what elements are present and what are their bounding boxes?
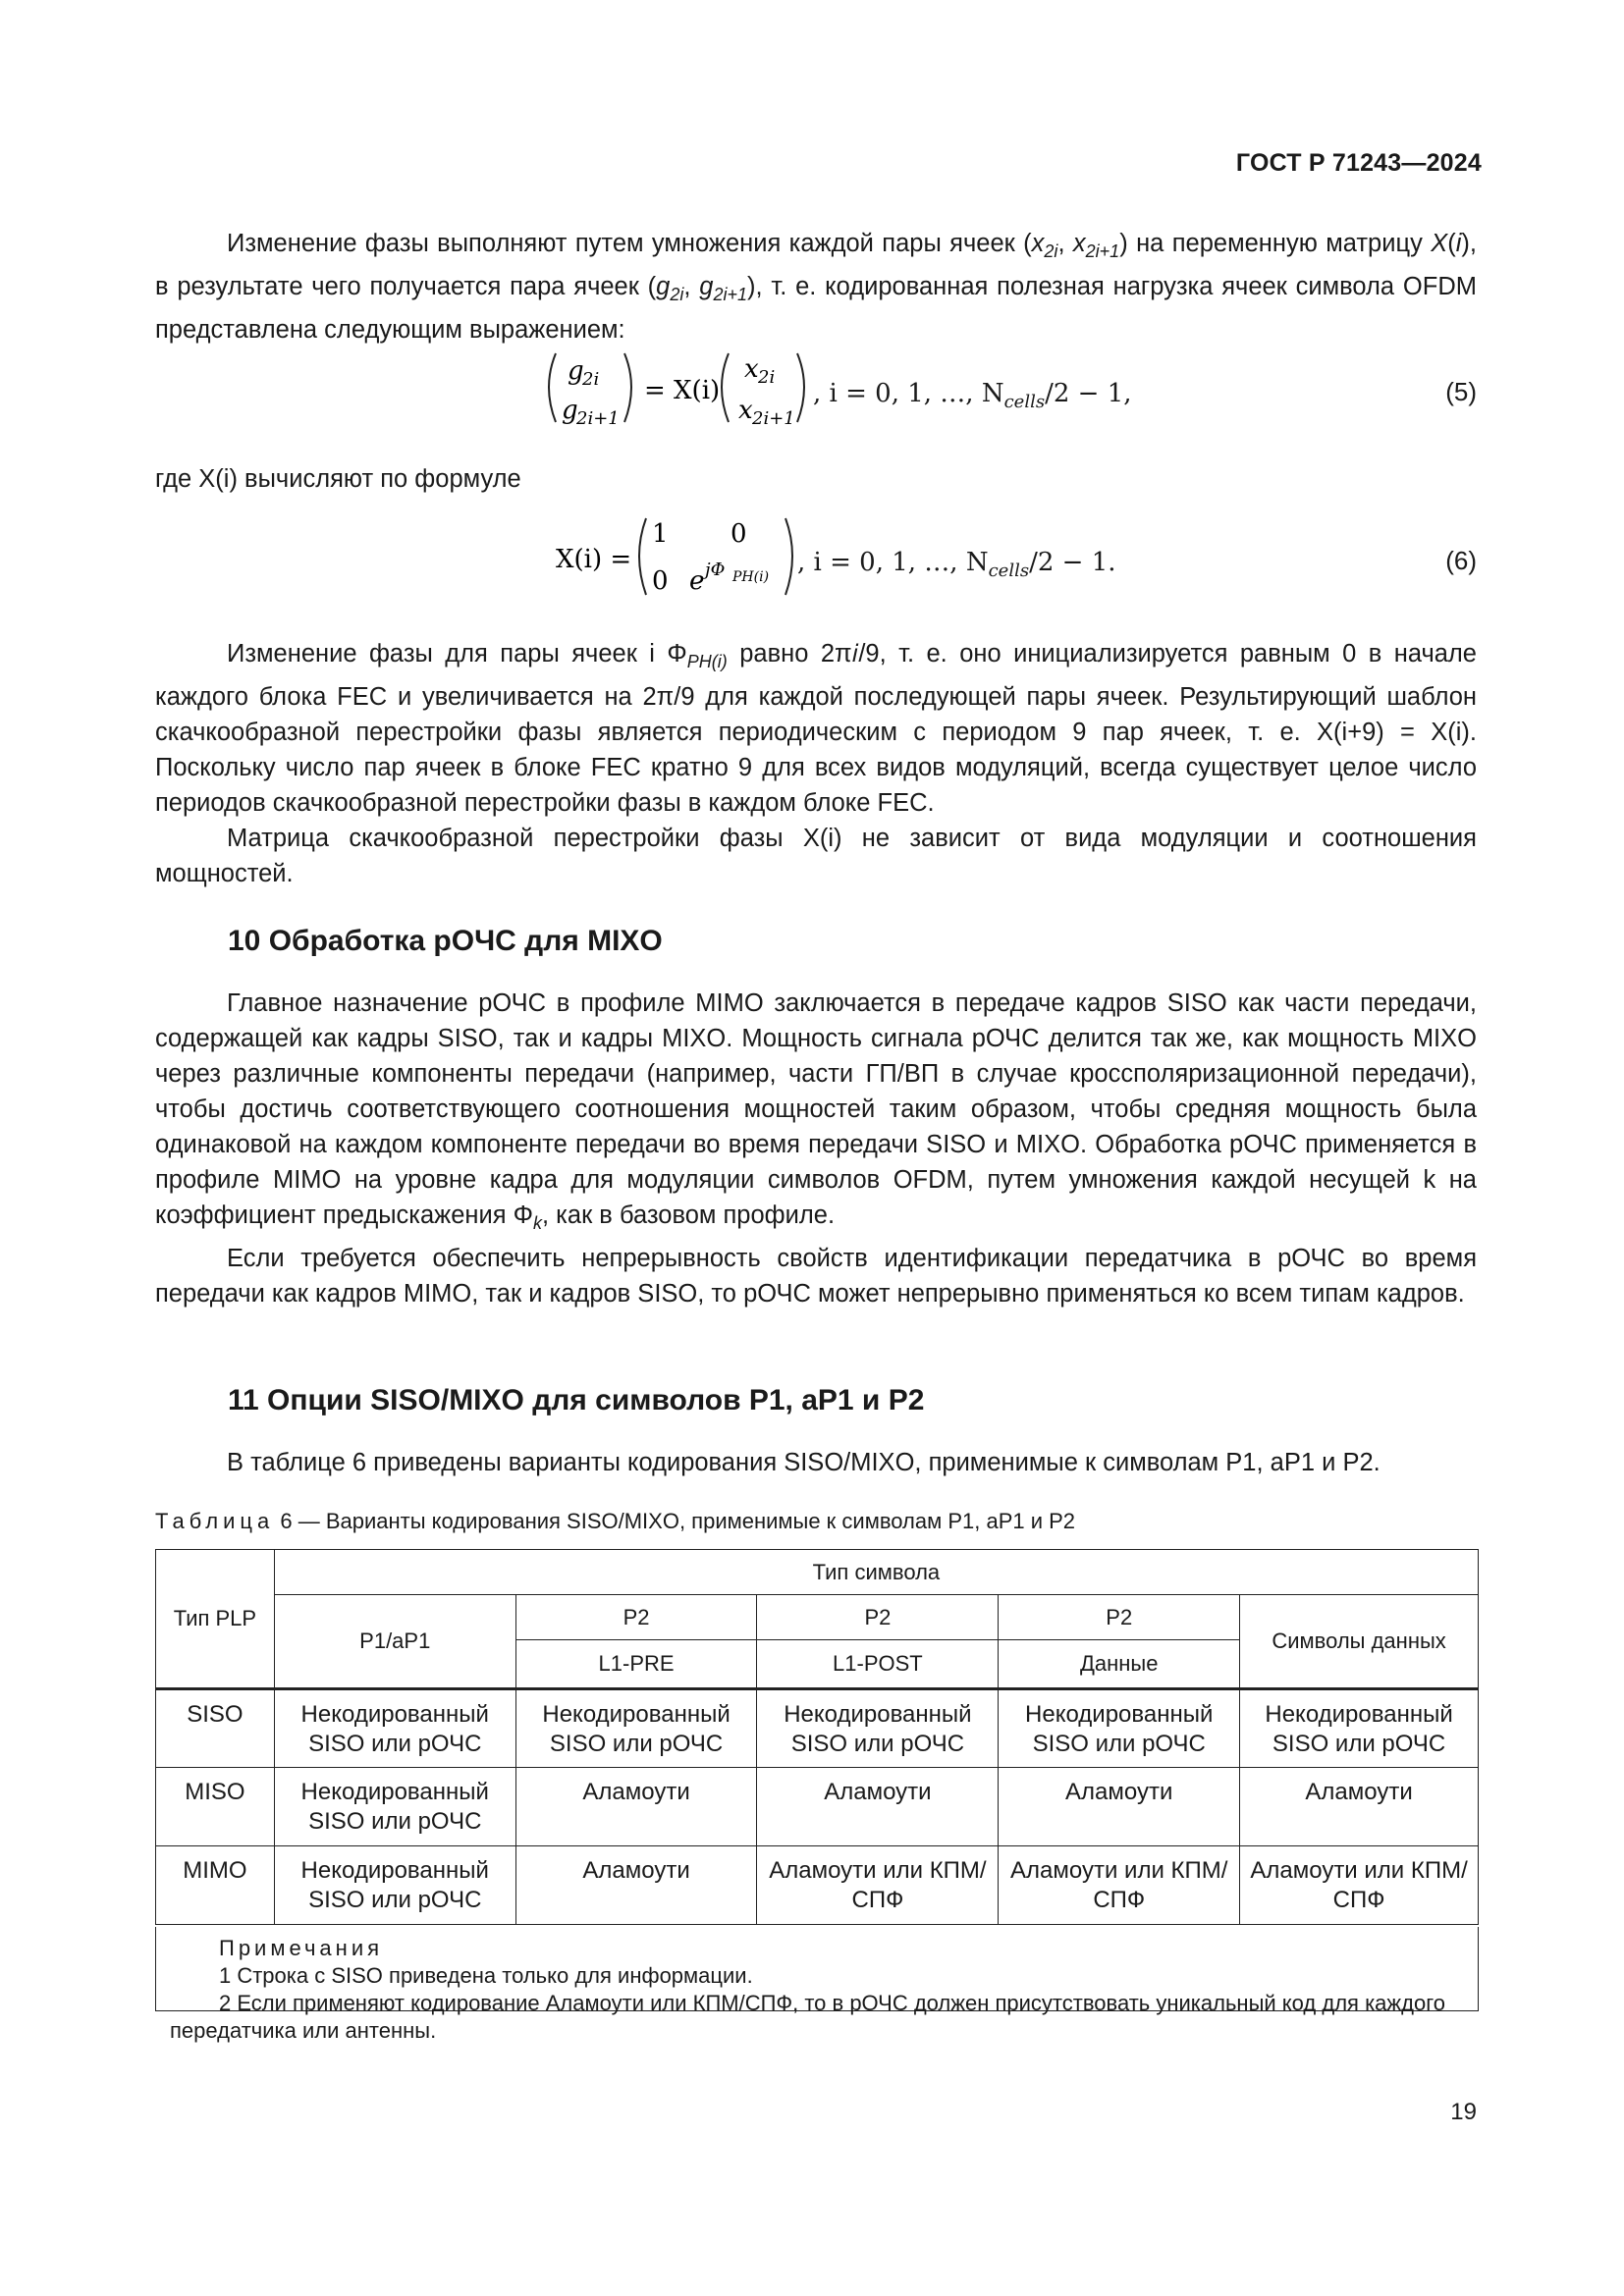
section-11-body bbox=[155, 1445, 1477, 1480]
row-plp-type: MIMO bbox=[156, 1846, 275, 1925]
table-cell: Некодированный SISO или рОЧС bbox=[999, 1689, 1240, 1768]
table-6 bbox=[155, 1549, 1479, 1925]
table-cell: Некодированный SISO или рОЧС bbox=[515, 1689, 757, 1768]
svg-text:jΦ: jΦ bbox=[705, 560, 726, 580]
svg-text:g: g bbox=[568, 356, 584, 386]
table-cell: Некодированный SISO или рОЧС bbox=[274, 1689, 515, 1768]
matrix-paragraph: Матрица скачкообразной перестройки фазы X(i) не зависит от вида модуляции и соотношения мощностей. bbox=[155, 825, 1477, 887]
table-cell: Некодированный SISO или рОЧС bbox=[757, 1689, 999, 1768]
svg-text:0: 0 bbox=[731, 519, 747, 549]
svg-text:X(i) =: X(i) = bbox=[556, 545, 632, 574]
formula-6-range-end: /2 − 1. bbox=[1029, 548, 1116, 577]
table-cell: Аламоути bbox=[757, 1768, 999, 1846]
svg-text:= X(i): = X(i) bbox=[644, 376, 721, 405]
section-10-body bbox=[155, 986, 1477, 1311]
table-cell: Аламоути bbox=[515, 1768, 757, 1846]
svg-text:2i+1: 2i+1 bbox=[752, 408, 795, 429]
svg-text:2i+1: 2i+1 bbox=[576, 408, 620, 429]
svg-text:g: g bbox=[562, 396, 578, 425]
svg-text:1: 1 bbox=[652, 519, 669, 549]
note-1: 1 Строка с SISO приведена только для информации. bbox=[219, 1963, 753, 1988]
header-p2-data: P2 bbox=[999, 1595, 1240, 1640]
equation-number-6: (6) bbox=[1445, 546, 1477, 575]
svg-text:e: e bbox=[689, 566, 705, 596]
note-2: 2 Если применяют кодирование Аламоути или КПМ/СПФ, то в рОЧС должен присутствовать уникальный код для каждого передатчика или антенны. bbox=[170, 1991, 1445, 2043]
formula-6-range-text: , i = 0, 1, …, N bbox=[797, 548, 989, 577]
section-10-p1-sub: k bbox=[533, 1213, 542, 1233]
table-6-caption-label: Таблица bbox=[155, 1509, 275, 1533]
formula-5-graphic bbox=[0, 346, 1624, 434]
equation-number-5: (5) bbox=[1445, 377, 1477, 406]
intro-text-3: ), в результате чего получается пара ячеек ( bbox=[155, 230, 1477, 300]
phase-sub: PH(i) bbox=[686, 652, 728, 671]
section-10-title: 10 Обработка рОЧС для MIXO bbox=[228, 925, 663, 957]
formula-5-range-sub: cells bbox=[1003, 392, 1046, 412]
formula-5-range-end: /2 − 1, bbox=[1045, 379, 1132, 408]
formula-6-range-sub: cells bbox=[988, 561, 1030, 581]
standard-header: ГОСТ Р 71243—2024 bbox=[1235, 149, 1482, 177]
header-l1-pre: L1-PRE bbox=[515, 1640, 757, 1689]
table-row bbox=[156, 1846, 1479, 1925]
where-text: где X(i) вычисляют по формуле bbox=[155, 465, 521, 493]
table-row bbox=[156, 1768, 1479, 1846]
page-number: 19 bbox=[1450, 2099, 1477, 2125]
section-10-p1-end: , как в базовом профиле. bbox=[542, 1201, 836, 1229]
svg-text:PH(i): PH(i) bbox=[732, 569, 770, 585]
notes-title: Примечания bbox=[219, 1936, 384, 1960]
table-cell: Некодированный SISO или рОЧС bbox=[274, 1768, 515, 1846]
header-p2-pre: P2 bbox=[515, 1595, 757, 1640]
section-10-p1: Главное назначение рОЧС в профиле MIMO заключается в передаче кадров SISO как части передачи, содержащей как кадры SISO, так и кадры MIXO. Мощность сигнала рОЧС делится так же, как мощность MIXO через различные компоненты передачи (например, части ГП/ВП в случае кроссполяризационной передачи), чтобы достичь соответствующего соотношения мощностей таким образом, чтобы средняя мощность была одинаковой на каждом компоненте передачи во время передачи SISO и MIXO. Обработка рОЧС применяется в профиле MIMO на уровне кадра для модуляции символов OFDM, путем умножения каждой несущей k на коэффициент предыскажения Φ bbox=[155, 989, 1477, 1229]
table-6-caption bbox=[155, 1509, 1075, 1534]
where-line bbox=[155, 461, 1477, 497]
formula-6 bbox=[0, 512, 1624, 601]
section-11-p1: В таблице 6 приведены варианты кодирования SISO/MIXO, применимые к символам P1, aP1 и P2. bbox=[227, 1449, 1380, 1476]
table-cell: Аламоути или КПМ/СПФ bbox=[1240, 1846, 1479, 1925]
intro-text-4: ), т. е. кодированная полезная нагрузка ячеек символа OFDM представлена следующим выражением: bbox=[155, 273, 1477, 344]
phase-lead: Изменение фазы для пары ячеек i Φ bbox=[227, 640, 687, 667]
table-cell: Некодированный SISO или рОЧС bbox=[274, 1846, 515, 1925]
header-symbol-type: Тип символа bbox=[274, 1550, 1478, 1595]
header-p1-ap1: P1/aP1 bbox=[274, 1595, 515, 1689]
svg-text:0: 0 bbox=[652, 566, 669, 596]
table-row bbox=[156, 1689, 1479, 1768]
svg-text:x: x bbox=[738, 396, 753, 425]
formula-5-range-text: , i = 0, 1, …, N bbox=[813, 379, 1004, 408]
table-cell: Аламоути bbox=[1240, 1768, 1479, 1846]
intro-text-1: Изменение фазы выполняют путем умножения каждой пары ячеек ( bbox=[227, 230, 1032, 257]
header-plp-type: Тип PLP bbox=[156, 1550, 275, 1689]
header-dannye: Данные bbox=[999, 1640, 1240, 1689]
table-cell: Аламоути или КПМ/СПФ bbox=[999, 1846, 1240, 1925]
intro-text-2: ) на переменную матрицу bbox=[1119, 230, 1423, 257]
table-6-caption-text: 6 — Варианты кодирования SISO/MIXO, применимые к символам P1, aP1 и P2 bbox=[280, 1509, 1076, 1533]
phase-text: равно 2π𝑖/9, т. е. оно инициализируется равным 0 в начале каждого блока FEC и увеличивается на 2π/9 для каждой последующей пары ячеек. Результирующий шаблон скачкообразной перестройки фазы является периодическим с периодом 9 пар ячеек, т. е. X(i+9) = X(i). Поскольку число пар ячеек в блоке FEC кратно 9 для всех видов модуляций, всегда существует целое число периодов скачкообразной перестройки фазы в каждом блоке FEC. bbox=[155, 640, 1477, 817]
header-data-symbols: Символы данных bbox=[1240, 1595, 1479, 1689]
svg-text:2i: 2i bbox=[582, 369, 600, 390]
formula-6-range bbox=[797, 548, 1116, 581]
formula-5-range bbox=[813, 379, 1132, 412]
row-plp-type: MISO bbox=[156, 1768, 275, 1846]
table-cell: Аламоути или КПМ/СПФ bbox=[757, 1846, 999, 1925]
table-cell: Аламоути bbox=[515, 1846, 757, 1925]
svg-text:2i: 2i bbox=[758, 367, 776, 388]
svg-text:x: x bbox=[744, 354, 759, 384]
intro-paragraph: Изменение фазы выполняют путем умножения каждой пары ячеек ($x_{2i}$, $x_{2i+1}$) на переменную матрицу X(i), в результате чего получается пара ячеек ($g_{2i}$, $g_{2i+1}$), т. е. кодированная полезная нагрузка ячеек символа OFDM представлена следующим выражением: bbox=[155, 230, 1477, 344]
header-l1-post: L1-POST bbox=[757, 1640, 999, 1689]
section-10-p2: Если требуется обеспечить непрерывность свойств идентификации передатчика в рОЧС во время передачи как кадров MIMO, так и кадров SISO, то рОЧС может непрерывно применяться ко всем типам кадров. bbox=[155, 1245, 1477, 1308]
formula-5 bbox=[0, 346, 1624, 434]
header-p2-post: P2 bbox=[757, 1595, 999, 1640]
phase-paragraph bbox=[155, 636, 1477, 891]
table-6-notes bbox=[155, 1927, 1479, 2043]
section-11-title: 11 Опции SISO/MIXO для символов P1, aP1 и P2 bbox=[228, 1384, 925, 1416]
table-cell: Некодированный SISO или рОЧС bbox=[1240, 1689, 1479, 1768]
row-plp-type: SISO bbox=[156, 1689, 275, 1768]
table-cell: Аламоути bbox=[999, 1768, 1240, 1846]
